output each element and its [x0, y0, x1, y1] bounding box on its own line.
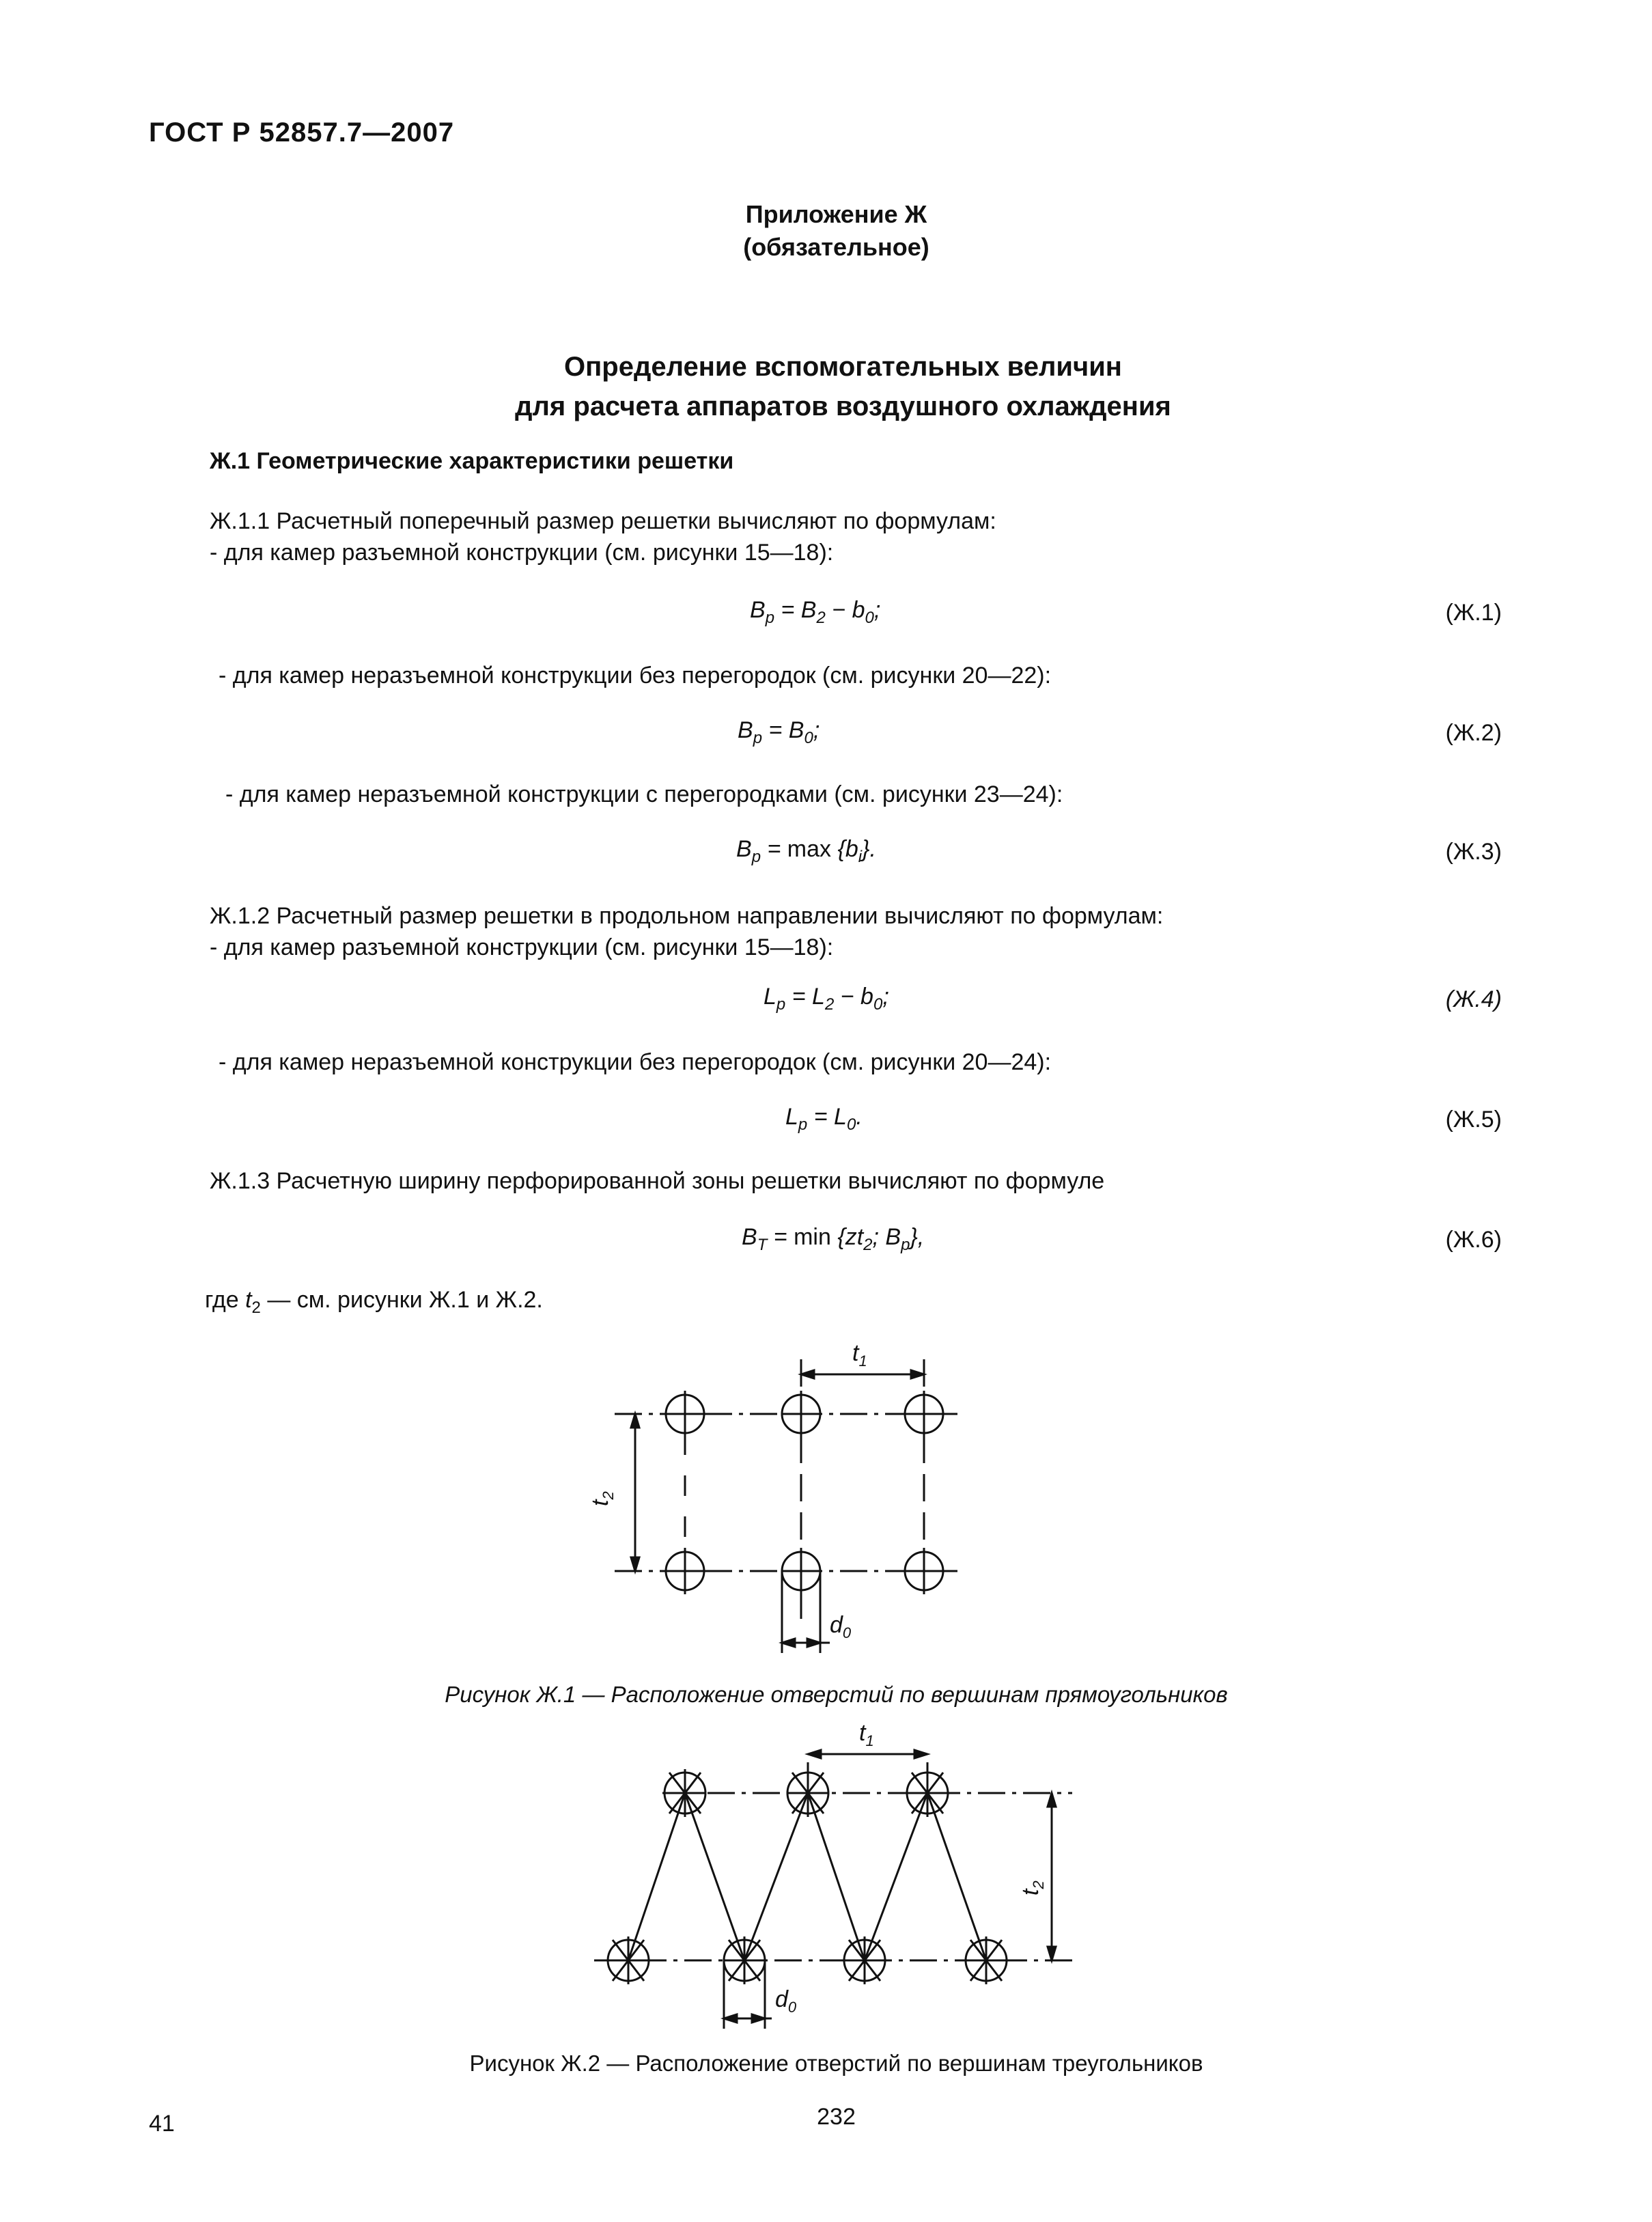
formula-j6: $B_T = \min \{zt_2$; $B_р$},	[742, 1224, 925, 1254]
annex-title: Приложение Ж	[745, 200, 927, 228]
formula-j2: $B_р = B_0$;	[738, 717, 820, 747]
hole	[666, 1391, 704, 1437]
hole	[907, 1762, 948, 1817]
page-number: 232	[817, 2104, 856, 2130]
arrow	[631, 1414, 639, 1428]
arrow	[752, 2014, 765, 2023]
triangle-lines	[628, 1793, 986, 1960]
arrow	[631, 1557, 639, 1571]
equation-number: (Ж.4)	[1445, 986, 1502, 1012]
label-t2: $t_2$	[587, 1491, 617, 1506]
figure-1-caption: Рисунок Ж.1 — Расположение отверстий по вершинам прямоугольников	[445, 1682, 1228, 1707]
label-d0: $d_0$	[775, 1986, 797, 2016]
arrow	[807, 1639, 820, 1647]
paragraph-case: - для камер разъемной конструкции (см. рисунки 15—18):	[210, 540, 834, 566]
hole	[664, 1769, 705, 1817]
hole	[787, 1762, 828, 1817]
arrow	[808, 1750, 821, 1758]
paragraph-case: - для камер неразъемной конструкции без перегородок (см. рисунки 20—22):	[219, 663, 1052, 689]
where-clause: где $t_2$ — см. рисунки Ж.1 и Ж.2.	[205, 1287, 543, 1317]
figure-2-caption: Рисунок Ж.2 — Расположение отверстий по вершинам треугольников	[469, 2051, 1203, 2076]
formula-j5: $L_р = L_0$.	[785, 1104, 863, 1134]
equation-number: (Ж.3)	[1445, 839, 1502, 865]
arrow	[914, 1750, 927, 1758]
title-line-2: для расчета аппаратов воздушного охлаждения	[515, 391, 1171, 421]
paragraph-intro: Ж.1.1 Расчетный поперечный размер решетки вычисляют по формулам:	[210, 508, 996, 534]
paragraph-j11	[210, 505, 996, 568]
hole	[844, 1936, 885, 1984]
equation-number: (Ж.6)	[1445, 1227, 1502, 1253]
label-d0: $d_0$	[830, 1612, 852, 1641]
figure-triangular-hole-layout	[580, 1721, 1100, 2036]
label-t1: $t_1$	[859, 1720, 874, 1749]
formula-function: max	[787, 836, 832, 862]
paragraph-j13: Ж.1.3 Расчетную ширину перфорированной зоны решетки вычисляют по формуле	[210, 1168, 1105, 1194]
formula-function: min	[794, 1224, 831, 1250]
arrow	[1048, 1793, 1056, 1807]
paragraph-case: - для камер разъемной конструкции (см. рисунки 15—18):	[210, 934, 834, 960]
annex-status: (обязательное)	[743, 233, 929, 261]
formula-j1: $B_р = B_2 - b_0$;	[750, 597, 881, 627]
equation-number: (Ж.1)	[1445, 600, 1502, 626]
hole	[966, 1936, 1007, 1984]
hole	[666, 1548, 704, 1594]
equation-number: (Ж.2)	[1445, 720, 1502, 746]
title-line-1: Определение вспомогательных величин	[564, 352, 1122, 382]
arrow	[1048, 1947, 1056, 1960]
arrow	[724, 2014, 737, 2023]
paragraph-case: - для камер неразъемной конструкции без перегородок (см. рисунки 20—24):	[219, 1049, 1052, 1075]
hole	[905, 1391, 943, 1437]
hole	[782, 1548, 820, 1619]
label-t2: $t_2$	[1018, 1880, 1047, 1895]
hole	[782, 1391, 820, 1437]
formula-j3: $B_р = \max \{b_i\}$.	[736, 836, 876, 866]
formula-j4: $L_р = L_2 - b_0$;	[764, 984, 889, 1014]
page-title	[0, 347, 1652, 426]
arrow	[782, 1639, 795, 1647]
document-code: ГОСТ Р 52857.7—2007	[149, 117, 455, 148]
paragraph-case: - для камер неразъемной конструкции с перегородками (см. рисунки 23—24):	[225, 781, 1063, 807]
paragraph-j12	[210, 900, 1163, 963]
paragraph-intro: Ж.1.2 Расчетный размер решетки в продольном направлении вычисляют по формулам:	[210, 903, 1164, 929]
section-heading: Ж.1 Геометрические характеристики решетки	[210, 448, 734, 474]
figure-rectangular-hole-layout	[587, 1332, 977, 1674]
hole	[608, 1936, 649, 1984]
sheet-number: 41	[149, 2111, 175, 2137]
hole	[724, 1936, 765, 1984]
equation-number: (Ж.5)	[1445, 1107, 1502, 1133]
arrow	[801, 1370, 814, 1378]
annex-heading	[0, 198, 1645, 264]
hole	[905, 1548, 943, 1594]
arrow	[911, 1370, 924, 1378]
label-t1: $t_1$	[852, 1340, 867, 1370]
